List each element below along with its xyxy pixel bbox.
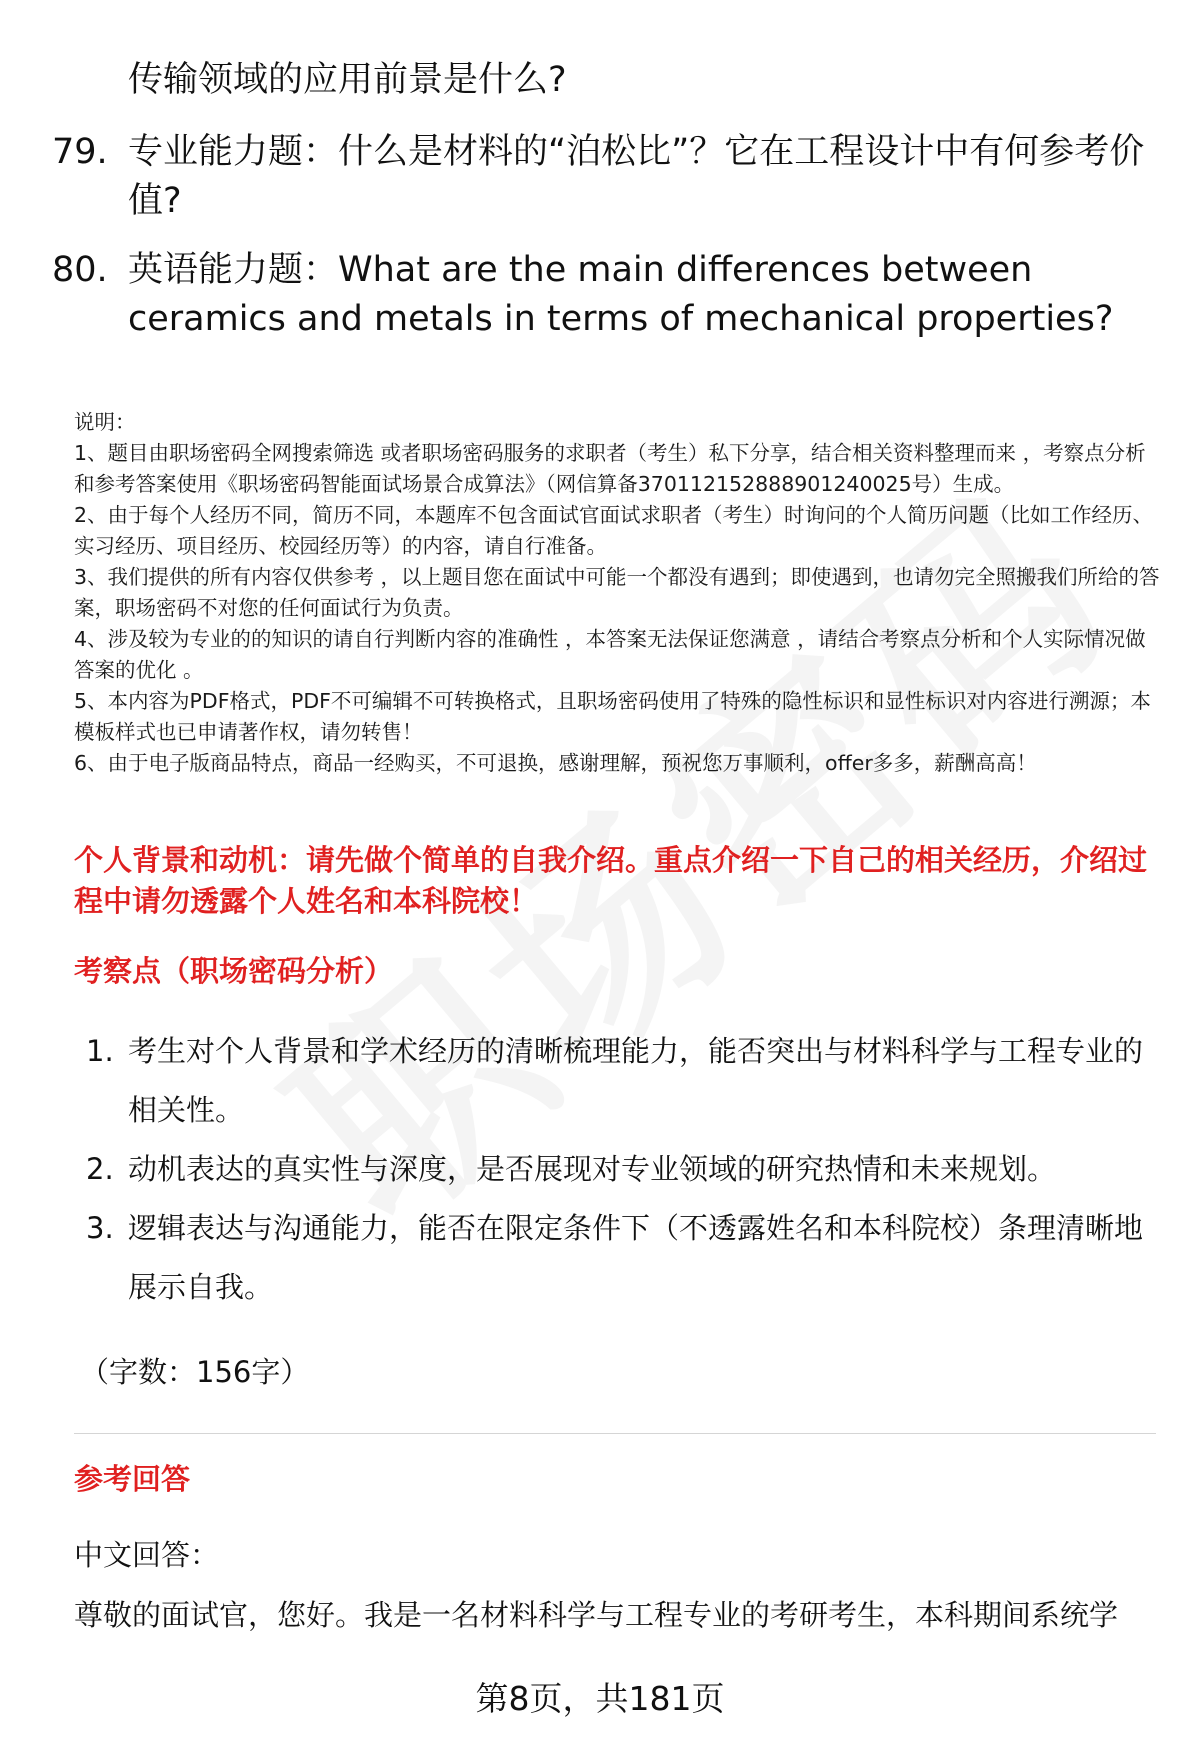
divider — [74, 1433, 1156, 1434]
question-number: 80. — [52, 250, 108, 290]
note-item: 1、题目由职场密码全网搜索筛选 或者职场密码服务的求职者（考生）私下分享，结合相关资料整理而来 ，考察点分析和参考答案使用《职场密码智能面试场景合成算法》（网信算备370112152888901240025号）生成。 — [74, 441, 1146, 496]
point-number: 3. — [86, 1211, 114, 1245]
question-text: 英语能力题：What are the main differences between ceramics and metals in terms of mechanical properties? — [128, 250, 1114, 339]
point-item — [74, 1140, 1154, 1199]
answer-text: 尊敬的面试官，您好。我是一名材料科学与工程专业的考研考生，本科期间系统学 — [74, 1598, 1119, 1632]
point-text: 动机表达的真实性与深度，是否展现对专业领域的研究热情和未来规划。 — [128, 1152, 1057, 1186]
note-item: 5、本内容为PDF格式，PDF不可编辑不可转换格式，且职场密码使用了特殊的隐性标识和显性标识对内容进行溯源；本模板样式也已申请著作权，请勿转售！ — [74, 689, 1151, 744]
point-number: 2. — [86, 1152, 114, 1186]
question-79 — [52, 128, 1152, 226]
point-text: 逻辑表达与沟通能力，能否在限定条件下（不透露姓名和本科院校）条理清晰地展示自我。 — [128, 1211, 1144, 1304]
question-80 — [52, 246, 1152, 344]
note-item: 3、我们提供的所有内容仅供参考 ，以上题目您在面试中可能一个都没有遇到；即使遇到，也请勿完全照搬我们所给的答案，职场密码不对您的任何面试行为负责。 — [74, 565, 1160, 620]
question-78-continuation: 传输领域的应用前景是什么? — [128, 60, 567, 100]
chinese-answer-label: 中文回答： — [74, 1538, 220, 1572]
note-item: 6、由于电子版商品特点，商品一经购买，不可退换，感谢理解，预祝您万事顺利，offer多多，薪酬高高！ — [74, 751, 1037, 775]
section-question: 个人背景和动机：请先做个简单的自我介绍。重点介绍一下自己的相关经历，介绍过程中请勿透露个人姓名和本科院校！ — [74, 843, 1148, 918]
point-text: 考生对个人背景和学术经历的清晰梳理能力，能否突出与材料科学与工程专业的相关性。 — [128, 1034, 1144, 1127]
question-number: 79. — [52, 132, 108, 172]
point-number: 1. — [86, 1034, 114, 1068]
points-list — [74, 1022, 1154, 1317]
page-number: 第8页，共181页 — [475, 1679, 725, 1718]
notes-heading: 说明： — [74, 410, 136, 434]
note-item: 2、由于每个人经历不同，简历不同，本题库不包含面试官面试求职者（考生）时询问的个人简历问题（比如工作经历、实习经历、项目经历、校园经历等）的内容，请自行准备。 — [74, 503, 1154, 558]
notes-block — [74, 407, 1164, 779]
word-count: （字数：156字） — [80, 1355, 310, 1389]
points-title: 考察点（职场密码分析） — [74, 954, 394, 988]
answer-title: 参考回答 — [74, 1462, 191, 1496]
question-text: 专业能力题：什么是材料的“泊松比”？它在工程设计中有何参考价值? — [128, 132, 1145, 221]
point-item — [74, 1022, 1154, 1140]
note-item: 4、涉及较为专业的的知识的请自行判断内容的准确性 ，本答案无法保证您满意 ，请结合考察点分析和个人实际情况做答案的优化 。 — [74, 627, 1146, 682]
point-item — [74, 1199, 1154, 1317]
